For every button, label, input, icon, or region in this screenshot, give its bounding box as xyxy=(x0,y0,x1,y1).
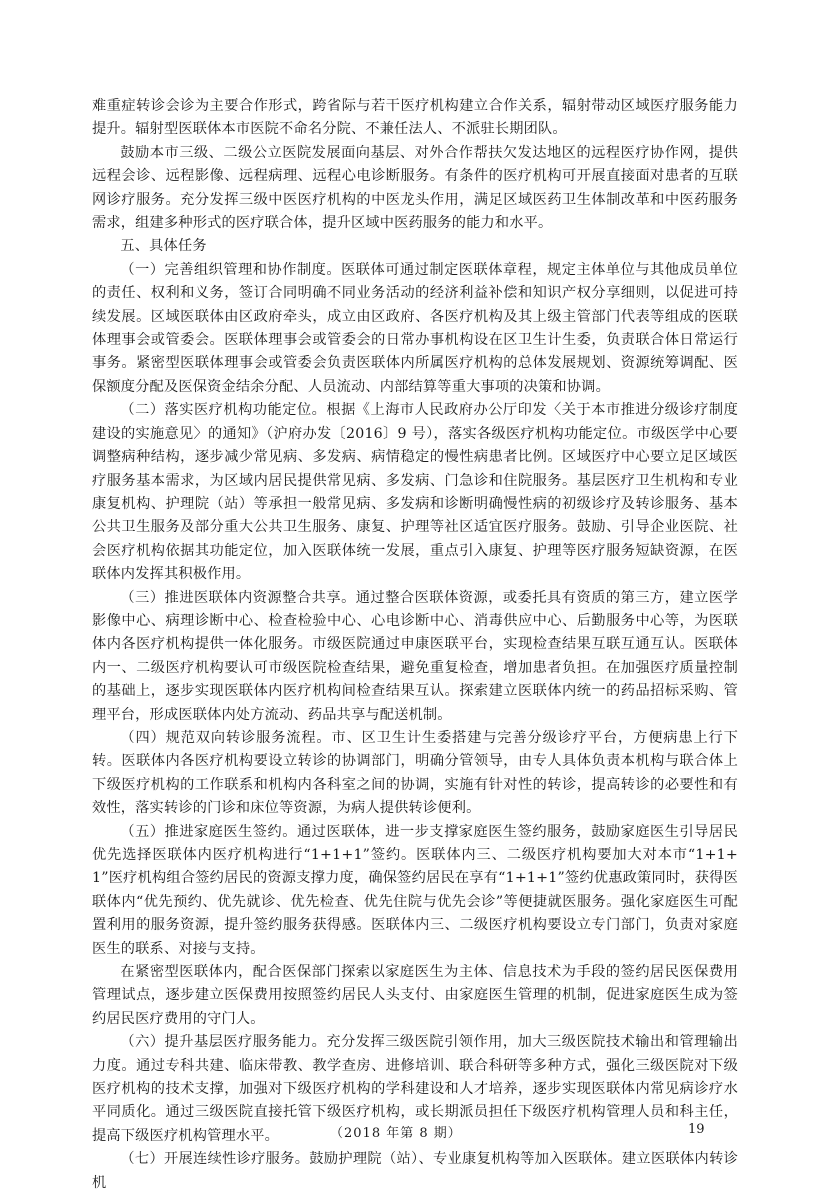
section-title-text: 五、具体任务 xyxy=(120,238,207,255)
paragraph-text: 通过整合医联体资源，或委托具有资质的第三方，建立医学影像中心、病理诊断中心、检查检验中心、心电诊断中心、消毒供应中心、后勤服务中心等，为医联体内各医疗机构提供一体化服务。市级医院通过申康医联平台，实现检查结果互联互通互认。医联体内一、二级医疗机构要认可市级医院检查结果，避免重复检查，增加患者负担。在加强医疗质量控制的基础上，逐步实现医联体内医疗机构间检查结果互认。探索建立医联体内统一的药品招标采购、管理平台，形成医联体内处方流动、药品共享与配送机制。 xyxy=(92,589,739,723)
paragraph xyxy=(92,1148,738,1195)
paragraph-text: 鼓励护理院（站）、专业康复机构等加入医联体。建立医联体内转诊机 xyxy=(92,1151,738,1191)
paragraph-text: 医联体可通过制定医联体章程，规定主体单位与其他成员单位的责任、权利和义务，签订合同明确不同业务活动的经济利益补偿和知识产权分享细则，以促进可持续发展。区域医联体由区政府牵头，成立由区政府、各医疗机构及其上级主管部门代表等组成的医联体理事会或管委会。医联体理事会或管委会的日常办事机构设在区卫生计生委，负责联合体日常运行事务。紧密型医联体理事会或管委会负责医联体内所属医疗机构的总体发展规划、资源统筹调配、医保额度分配及医保资金结余分配、人员流动、内部结算等重大事项的决策和协调。 xyxy=(92,261,738,395)
subsection-heading: （六）提升基层医疗服务能力。 xyxy=(120,1034,327,1051)
paragraph xyxy=(92,95,738,142)
paragraph xyxy=(92,587,738,727)
issue-label: （2018 年第 8 期） xyxy=(330,1126,462,1141)
section-title xyxy=(92,235,738,258)
subsection-heading: （七）开展连续性诊疗服务。 xyxy=(120,1151,310,1168)
paragraph xyxy=(92,727,738,821)
subsection-heading: （四）规范双向转诊服务流程。 xyxy=(120,729,332,746)
page-footer xyxy=(0,1122,827,1146)
paragraph xyxy=(92,399,738,586)
paragraph-text: 根据《上海市人民政府办公厅印发〈关于本市推进分级诊疗制度建设的实施意见〉的通知》（沪府办发〔2016〕9 号），落实各级医疗机构功能定位。市级医学中心要调整病种结构，逐步减少常见病、多发病、病情稳定的慢性病患者比例。区域医疗中心要立足区域医疗服务基本需求，为区域内居民提供常见病、多发病、门急诊和住院服务。基层医疗卫生机构和专业康复机构、护理院（站）等承担一般常见病、多发病和诊断明确慢性病的初级诊疗及转诊服务、基本公共卫生服务及部分重大公共卫生服务、康复、护理等社区适宜医疗服务。鼓励、引导企业医院、社会医疗机构依据其功能定位，加入医联体统一发展，重点引入康复、护理等医疗服务短缺资源，在医联体内发挥其积极作用。 xyxy=(92,402,738,583)
paragraph-text: 通过医联体，进一步支撑家庭医生签约服务，鼓励家庭医生引导居民优先选择医联体内医疗机构进行“1+1+1”签约。医联体内三、二级医疗机构要加大对本市“1+1+1”医疗机构组合签约居民的资源支撑力度，确保签约居民在享有“1+1+1”签约优惠政策同时，获得医联体内“优先预约、优先就诊、优先检查、优先住院与优先会诊”等便捷就医服务。强化家庭医生可配置利用的服务资源，提升签约服务获得感。医联体内三、二级医疗机构要设立专门部门，负责对家庭医生的联系、对接与支持。 xyxy=(92,823,738,957)
body-text xyxy=(92,95,738,1195)
paragraph xyxy=(92,821,738,961)
paragraph-text: 市、区卫生计生委搭建与完善分级诊疗平台，方便病患上行下转。医联体内各医疗机构要设立转诊的协调部门，明确分管领导，由专人具体负责本机构与联合体上下级医疗机构的工作联系和机构内各科室之间的协调，实施有针对性的转诊，提高转诊的必要性和有效性，落实转诊的门诊和床位等资源，为病人提供转诊便利。 xyxy=(92,729,738,817)
subsection-heading: （三）推进医联体内资源整合共享。 xyxy=(120,589,356,606)
paragraph-text: 难重症转诊会诊为主要合作形式，跨省际与若干医疗机构建立合作关系，辐射带动区域医疗服务能力提升。辐射型医联体本市医院不命名分院、不兼任法人、不派驻长期团队。 xyxy=(92,98,738,138)
paragraph xyxy=(92,961,738,1031)
paragraph xyxy=(92,259,738,399)
subsection-heading: （五）推进家庭医生签约。 xyxy=(120,823,297,840)
page-number: 19 xyxy=(688,1122,705,1137)
paragraph-text: 鼓励本市三级、二级公立医院发展面向基层、对外合作帮扶欠发达地区的远程医疗协作网，提供远程会诊、远程影像、远程病理、远程心电诊断服务。有条件的医疗机构可开展直接面对患者的互联网诊疗服务。充分发挥三级中医医疗机构的中医龙头作用，满足区域医药卫生体制改革和中医药服务需求，组建多种形式的医疗联合体，提升区域中医药服务的能力和水平。 xyxy=(92,144,738,232)
subsection-heading: （二）落实医疗机构功能定位。 xyxy=(120,402,327,419)
paragraph-text: 充分发挥三级医院引领作用，加大三级医院技术输出和管理输出力度。通过专科共建、临床带教、教学查房、进修培训、联合科研等多种方式，强化三级医院对下级医疗机构的技术支撑，加强对下级医疗机构的学科建设和人才培养，逐步实现医联体内常见病诊疗水平同质化。通过三级医院直接托管下级医疗机构，或长期派员担任下级医疗机构管理人员和科主任，提高下级医疗机构管理水平。 xyxy=(92,1034,738,1144)
subsection-heading: （一）完善组织管理和协作制度。 xyxy=(120,261,342,278)
paragraph xyxy=(92,142,738,236)
paragraph-text: 在紧密型医联体内，配合医保部门探索以家庭医生为主体、信息技术为手段的签约居民医保费用管理试点，逐步建立医保费用按照签约居民人头支付、由家庭医生管理的机制，促进家庭医生成为签约居民医疗费用的守门人。 xyxy=(92,964,738,1027)
